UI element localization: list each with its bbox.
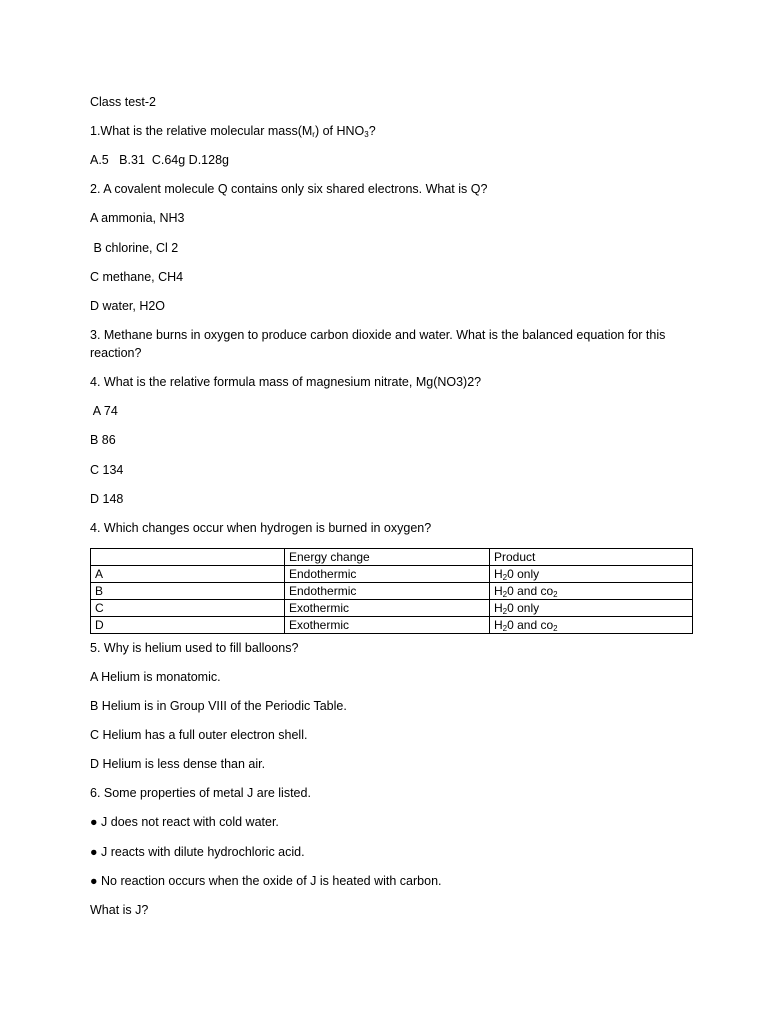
q1-sub-r: r xyxy=(312,130,315,139)
q1-options: A.5 B.31 C.64g D.128g xyxy=(90,153,229,167)
q2-option-a: A ammonia, NH3 xyxy=(90,211,185,225)
table-cell-energy: Exothermic xyxy=(285,600,490,617)
answer-table xyxy=(90,548,693,634)
question-1 xyxy=(90,123,376,139)
table-row xyxy=(91,617,693,634)
q5-option-d: D Helium is less dense than air. xyxy=(90,757,266,771)
q2-option-b: B chlorine, Cl 2 xyxy=(90,241,179,255)
table-cell-option: D xyxy=(91,617,285,634)
question-5: 5. Why is helium used to fill balloons? xyxy=(90,641,299,655)
table-header-cell xyxy=(91,549,285,566)
doc-title: Class test-2 xyxy=(90,95,156,109)
table-cell-option: C xyxy=(91,600,285,617)
table-cell-product: $H_20$ only xyxy=(490,566,693,583)
question-6: 6. Some properties of metal J are listed. xyxy=(90,786,311,800)
table-cell-energy: Endothermic xyxy=(285,566,490,583)
question-4: 4. What is the relative formula mass of magnesium nitrate, Mg(NO3)2? xyxy=(90,375,482,389)
table-header-row xyxy=(91,549,693,566)
q6-question: What is J? xyxy=(90,903,149,917)
q2-option-d: D water, H2O xyxy=(90,299,166,313)
table-cell-product: $H_20$ and $co_2$ xyxy=(490,583,693,600)
q1-sub-3: 3 xyxy=(364,130,369,139)
q5-option-b: B Helium is in Group VIII of the Periodic Table. xyxy=(90,699,347,713)
q6-bullet-2: ● J reacts with dilute hydrochloric acid. xyxy=(90,845,305,859)
table-cell-option: B xyxy=(91,583,285,600)
q4-option-a: A 74 xyxy=(90,404,118,418)
q4-option-c: C 134 xyxy=(90,463,124,477)
table-row xyxy=(91,583,693,600)
table-row xyxy=(91,600,693,617)
table-cell-product: $H_20$ only xyxy=(490,600,693,617)
question-4b: 4. Which changes occur when hydrogen is burned in oxygen? xyxy=(90,521,432,535)
q4-option-b: B 86 xyxy=(90,433,116,447)
table-header-cell: Energy change xyxy=(285,549,490,566)
question-3: 3. Methane burns in oxygen to produce carbon dioxide and water. What is the balanced equation for this reaction? xyxy=(90,328,666,360)
table-cell-energy: Exothermic xyxy=(285,617,490,634)
q1-text-pre: 1.What is the relative molecular mass(M xyxy=(90,124,313,138)
table-header-cell: Product xyxy=(490,549,693,566)
q4-option-d: D 148 xyxy=(90,492,124,506)
question-2: 2. A covalent molecule Q contains only six shared electrons. What is Q? xyxy=(90,182,488,196)
table-cell-energy: Endothermic xyxy=(285,583,490,600)
q1-text-mid: ) of HNO xyxy=(314,124,365,138)
q5-option-c: C Helium has a full outer electron shell. xyxy=(90,728,308,742)
table-cell-product: $H_20$ and $co_2$ xyxy=(490,617,693,634)
table-cell-option: A xyxy=(91,566,285,583)
q5-option-a: A Helium is monatomic. xyxy=(90,670,221,684)
q6-bullet-3: ● No reaction occurs when the oxide of J is heated with carbon. xyxy=(90,874,442,888)
q1-text-post: ? xyxy=(368,124,376,138)
q2-option-c: C methane, CH4 xyxy=(90,270,184,284)
table-row xyxy=(91,566,693,583)
q6-bullet-1: ● J does not react with cold water. xyxy=(90,815,279,829)
